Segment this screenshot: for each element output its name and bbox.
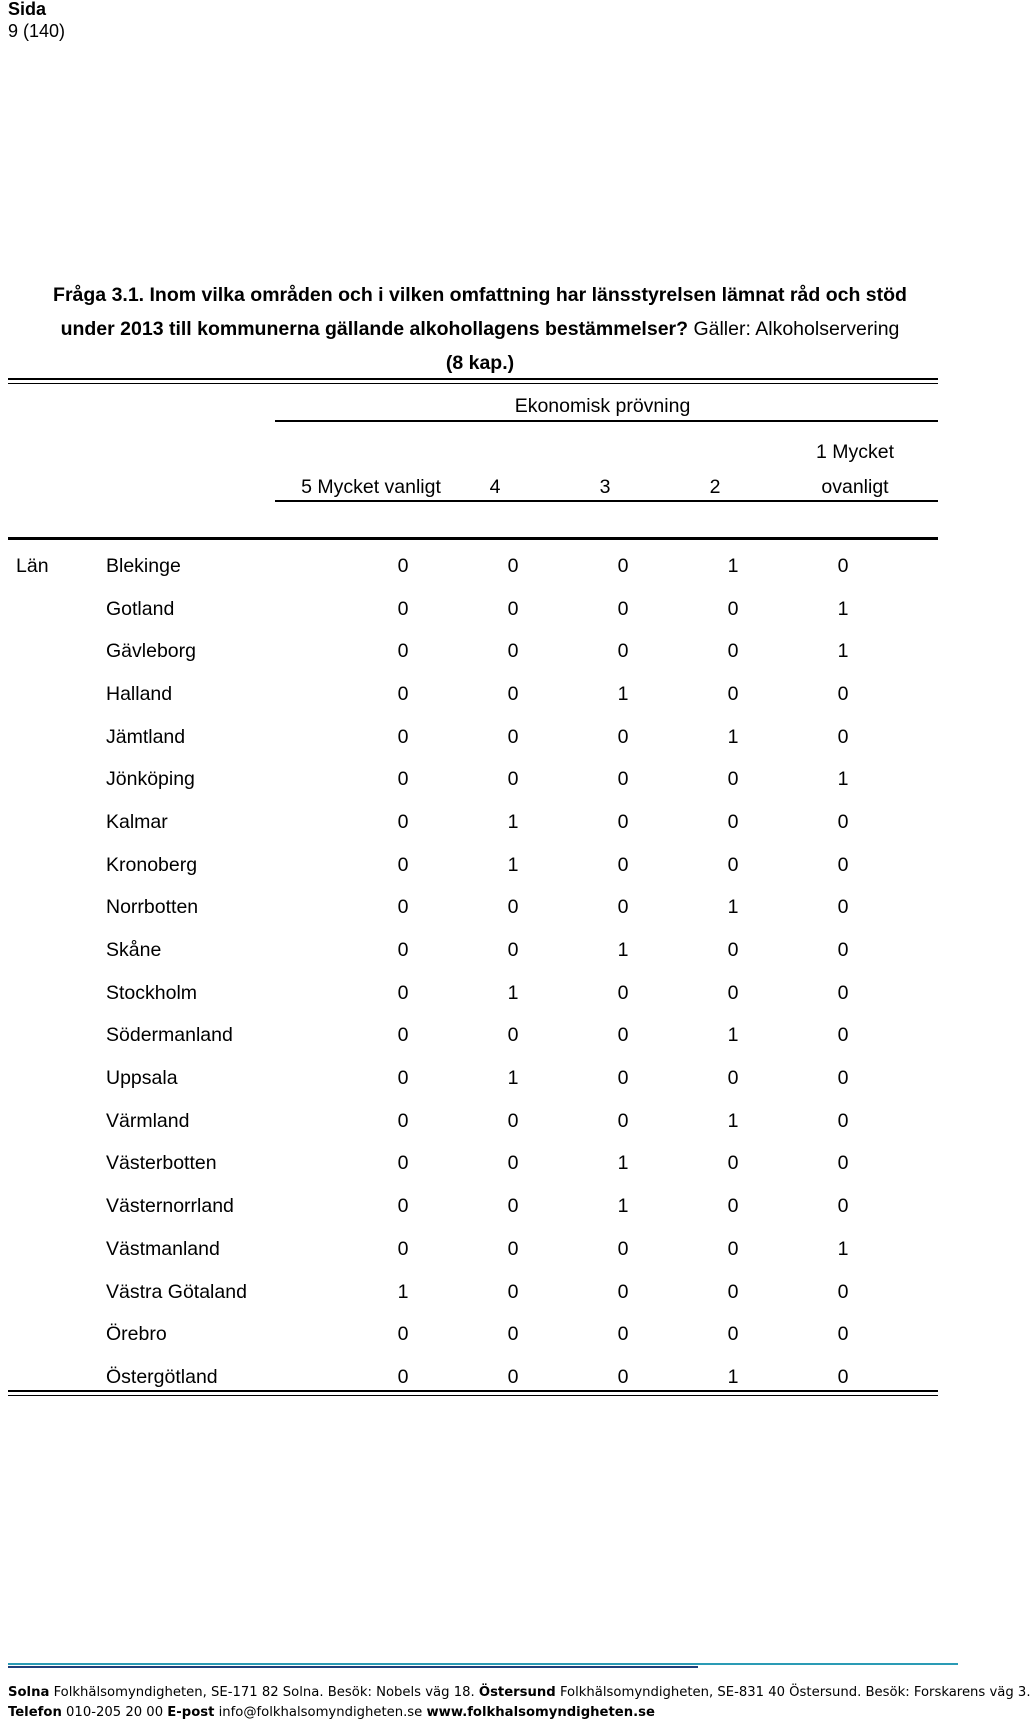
region-name: Västmanland	[106, 1237, 220, 1260]
cell-value: 0	[617, 1323, 629, 1346]
column-header-1-line-2: ovanligt	[821, 476, 889, 498]
cell-value: 0	[507, 1024, 519, 1047]
cell-value: 0	[397, 810, 409, 833]
footer-line-1	[8, 1683, 1031, 1703]
cell-value: 1	[727, 1024, 739, 1047]
cell-value: 0	[397, 939, 409, 962]
cell-value: 0	[397, 1237, 409, 1260]
cell-value: 0	[507, 1109, 519, 1132]
cell-value: 1	[507, 981, 519, 1004]
cell-value: 0	[617, 981, 629, 1004]
footer-email: info@folkhalsomyndigheten.se	[214, 1705, 427, 1720]
column-header-3: 3	[599, 476, 611, 498]
cell-value: 0	[397, 853, 409, 876]
cell-value: 0	[397, 554, 409, 577]
region-name: Västerbotten	[106, 1152, 217, 1175]
group-label-empty	[8, 1356, 106, 1399]
group-label-empty	[8, 673, 106, 716]
cell-value: 0	[727, 810, 739, 833]
cell-value: 0	[837, 1109, 849, 1132]
cell-value: 1	[837, 768, 849, 791]
cell-value: 0	[617, 554, 629, 577]
group-label: Län	[16, 554, 49, 577]
footer-solna-address: Folkhälsomyndigheten, SE-171 82 Solna. Besök: Nobels väg 18.	[49, 1685, 479, 1700]
cell-value: 1	[507, 1067, 519, 1090]
cell-value: 1	[507, 853, 519, 876]
region-name: Uppsala	[106, 1067, 178, 1090]
page-label: Sida	[8, 0, 47, 19]
footer-line-2	[8, 1703, 1031, 1723]
cell-value: 0	[617, 1067, 629, 1090]
top-rule-1	[8, 378, 938, 380]
region-name: Norrbotten	[106, 896, 199, 919]
cell-value: 0	[837, 853, 849, 876]
cell-value: 0	[617, 640, 629, 663]
cell-value: 0	[397, 1024, 409, 1047]
table-row	[8, 1185, 898, 1228]
cell-value: 0	[617, 853, 629, 876]
group-label-empty	[8, 758, 106, 801]
table-row	[8, 972, 898, 1015]
column-header-4: 4	[489, 476, 501, 498]
cell-value: 0	[397, 725, 409, 748]
cell-value: 0	[837, 1280, 849, 1303]
cell-value: 0	[507, 1365, 519, 1388]
cell-value: 0	[617, 1109, 629, 1132]
column-header-1-line-1: 1 Mycket	[815, 441, 895, 463]
group-label-empty	[8, 887, 106, 930]
cell-value: 0	[507, 1280, 519, 1303]
cell-value: 1	[837, 640, 849, 663]
cell-value: 0	[617, 597, 629, 620]
cell-value: 0	[837, 682, 849, 705]
table-row	[8, 1228, 898, 1271]
cell-value: 0	[507, 1195, 519, 1218]
region-name: Västra Götaland	[106, 1280, 247, 1303]
cell-value: 0	[507, 597, 519, 620]
footer-ostersund-label: Östersund	[478, 1685, 556, 1700]
region-name: Halland	[106, 682, 173, 705]
cell-value: 0	[727, 1195, 739, 1218]
cell-value: 0	[727, 853, 739, 876]
cell-value: 0	[397, 1152, 409, 1175]
cell-value: 0	[837, 1152, 849, 1175]
group-label-empty	[8, 1271, 106, 1314]
cell-value: 0	[727, 1152, 739, 1175]
cell-value: 0	[727, 981, 739, 1004]
footer	[8, 1683, 1031, 1723]
column-header-2: 2	[709, 476, 721, 498]
table-row	[8, 929, 898, 972]
cell-value: 0	[617, 1024, 629, 1047]
question-line-3: (8 kap.)	[445, 352, 515, 374]
cell-value: 0	[397, 682, 409, 705]
cell-value: 1	[727, 1365, 739, 1388]
cell-value: 0	[837, 1195, 849, 1218]
region-name: Värmland	[106, 1109, 190, 1132]
cell-value: 0	[397, 1109, 409, 1132]
span-header-rule	[275, 420, 938, 422]
cell-value: 1	[617, 1152, 629, 1175]
cell-value: 0	[397, 896, 409, 919]
cell-value: 1	[617, 682, 629, 705]
group-label-empty	[8, 1057, 106, 1100]
cell-value: 1	[727, 725, 739, 748]
cell-value: 0	[727, 768, 739, 791]
span-header: Ekonomisk prövning	[514, 395, 691, 417]
cell-value: 0	[507, 768, 519, 791]
cell-value: 0	[507, 939, 519, 962]
table-row	[8, 1356, 898, 1399]
cell-value: 0	[617, 1365, 629, 1388]
cell-value: 0	[507, 896, 519, 919]
group-label-empty	[8, 972, 106, 1015]
cell-value: 1	[727, 1109, 739, 1132]
region-name: Örebro	[106, 1323, 167, 1346]
cell-value: 0	[617, 896, 629, 919]
cell-value: 0	[507, 682, 519, 705]
region-name: Gävleborg	[106, 640, 196, 663]
cell-value: 0	[397, 981, 409, 1004]
group-label-empty	[8, 588, 106, 631]
region-name: Kalmar	[106, 810, 168, 833]
question-line-2-bold: under 2013 till kommunerna gällande alkohollagens bestämmelser?	[60, 318, 689, 340]
cell-value: 0	[507, 1237, 519, 1260]
cell-value: 0	[397, 1195, 409, 1218]
group-label-empty	[8, 801, 106, 844]
cell-value: 0	[617, 725, 629, 748]
question-line-2-normal: Gäller: Alkoholservering	[688, 318, 900, 340]
table-row	[8, 1057, 898, 1100]
cell-value: 0	[507, 725, 519, 748]
region-name: Stockholm	[106, 981, 198, 1004]
data-table	[8, 545, 898, 1399]
footer-ostersund-address: Folkhälsomyndigheten, SE-831 40 Östersund. Besök: Forskarens väg 3.	[555, 1685, 1031, 1700]
table-row	[8, 716, 898, 759]
group-label-empty	[8, 630, 106, 673]
table-row	[8, 1313, 898, 1356]
footer-phone: 010-205 20 00	[61, 1705, 168, 1720]
region-name: Gotland	[106, 597, 175, 620]
cell-value: 0	[727, 939, 739, 962]
question-line-1: Fråga 3.1. Inom vilka områden och i vilken omfattning har länsstyrelsen lämnat råd och stöd	[53, 284, 907, 306]
cell-value: 0	[837, 725, 849, 748]
cell-value: 1	[617, 939, 629, 962]
group-label-empty	[8, 1100, 106, 1143]
footer-phone-label: Telefon	[8, 1705, 62, 1720]
cell-value: 0	[617, 1237, 629, 1260]
footer-email-label: E-post	[167, 1705, 215, 1720]
page-header	[8, 0, 65, 42]
cell-value: 0	[397, 640, 409, 663]
cell-value: 1	[617, 1195, 629, 1218]
cell-value: 0	[617, 768, 629, 791]
cell-value: 0	[397, 768, 409, 791]
bottom-rule-1	[8, 1390, 938, 1392]
table-row	[8, 887, 898, 930]
cell-value: 0	[507, 1323, 519, 1346]
cell-value: 0	[727, 640, 739, 663]
cell-value: 0	[507, 1152, 519, 1175]
group-label-empty	[8, 844, 106, 887]
cell-value: 1	[727, 896, 739, 919]
cell-value: 1	[837, 597, 849, 620]
table-row	[8, 1015, 898, 1058]
cell-value: 0	[507, 640, 519, 663]
cell-value: 0	[617, 810, 629, 833]
cell-value: 0	[727, 597, 739, 620]
column-header-rule	[275, 500, 938, 502]
table-row	[8, 801, 898, 844]
cell-value: 1	[727, 554, 739, 577]
column-header-5: 5 Mycket vanligt	[301, 476, 441, 498]
cell-value: 0	[837, 981, 849, 1004]
region-name: Jämtland	[106, 725, 186, 748]
bottom-rule-2	[8, 1395, 938, 1396]
question-line-2	[20, 312, 940, 346]
group-label-empty	[8, 716, 106, 759]
cell-value: 0	[727, 1237, 739, 1260]
group-label-empty	[8, 1228, 106, 1271]
cell-value: 0	[507, 554, 519, 577]
footer-rule-dark	[8, 1666, 698, 1668]
group-label-empty	[8, 929, 106, 972]
region-name: Södermanland	[106, 1024, 233, 1047]
body-top-rule	[8, 537, 938, 540]
cell-value: 0	[727, 1280, 739, 1303]
cell-value: 0	[837, 1024, 849, 1047]
table-row	[8, 1143, 898, 1186]
cell-value: 0	[837, 1365, 849, 1388]
region-name: Västernorrland	[106, 1195, 234, 1218]
cell-value: 1	[837, 1237, 849, 1260]
cell-value: 0	[837, 1323, 849, 1346]
footer-website[interactable]: www.folkhalsomyndigheten.se	[426, 1705, 655, 1720]
table-row	[8, 1100, 898, 1143]
table-row	[8, 588, 898, 631]
footer-solna-label: Solna	[8, 1685, 50, 1700]
table-row	[8, 844, 898, 887]
region-name: Kronoberg	[106, 853, 198, 876]
cell-value: 0	[837, 896, 849, 919]
question-heading	[20, 278, 940, 380]
cell-value: 0	[837, 810, 849, 833]
table-row	[8, 630, 898, 673]
cell-value: 0	[397, 1067, 409, 1090]
cell-value: 1	[397, 1280, 409, 1303]
cell-value: 0	[727, 1067, 739, 1090]
group-label-empty	[8, 1313, 106, 1356]
cell-value: 0	[837, 939, 849, 962]
top-rule-2	[8, 383, 938, 384]
footer-rule-light	[8, 1663, 958, 1665]
group-label-empty	[8, 1015, 106, 1058]
region-name: Blekinge	[106, 554, 181, 577]
cell-value: 0	[397, 1323, 409, 1346]
cell-value: 0	[617, 1280, 629, 1303]
group-label-empty	[8, 1143, 106, 1186]
cell-value: 0	[727, 1323, 739, 1346]
region-name: Östergötland	[106, 1365, 218, 1388]
cell-value: 0	[397, 597, 409, 620]
table-row	[8, 673, 898, 716]
cell-value: 0	[837, 1067, 849, 1090]
table-row	[8, 545, 898, 588]
cell-value: 1	[507, 810, 519, 833]
group-label-empty	[8, 1185, 106, 1228]
table-row	[8, 758, 898, 801]
region-name: Jönköping	[106, 768, 195, 791]
cell-value: 0	[727, 682, 739, 705]
table-body	[8, 545, 898, 1399]
table-row	[8, 1271, 898, 1314]
cell-value: 0	[837, 554, 849, 577]
cell-value: 0	[397, 1365, 409, 1388]
page-number: 9 (140)	[8, 21, 66, 41]
region-name: Skåne	[106, 939, 162, 962]
